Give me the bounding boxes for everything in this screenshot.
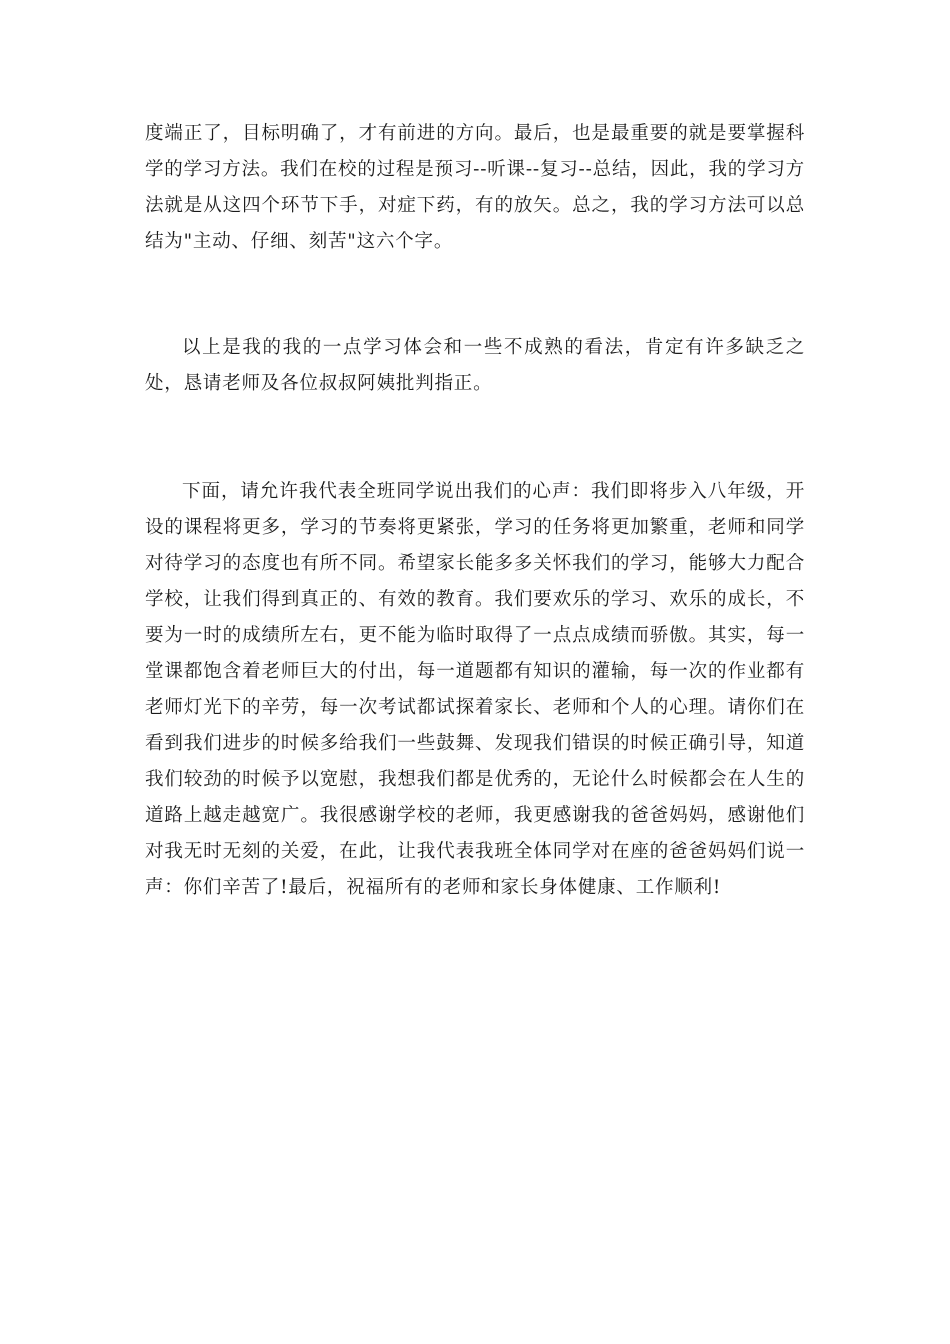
paragraph-spacer xyxy=(145,402,805,474)
paragraph-continued: 度端正了，目标明确了，才有前进的方向。最后，也是最重要的就是要掌握科学的学习方法。我们在校的过程是预习--听课--复习--总结，因此，我的学习方法就是从这四个环节下手，对症下药，有的放矢。总之，我的学习方法可以总结为"主动、仔细、刻苦"这六个字。 xyxy=(145,123,805,252)
paragraph-spacer xyxy=(145,260,805,330)
document-body xyxy=(145,116,805,906)
paragraph-closing-remarks: 以上是我的我的一点学习体会和一些不成熟的看法，肯定有许多缺乏之处，恳请老师及各位叔叔阿姨批判指正。 xyxy=(145,337,805,394)
paragraph-class-message: 下面，请允许我代表全班同学说出我们的心声：我们即将步入八年级，开设的课程将更多，学习的节奏将更紧张，学习的任务将更加繁重，老师和同学对待学习的态度也有所不同。希望家长能多多关怀我们的学习，能够大力配合学校，让我们得到真正的、有效的教育。我们要欢乐的学习、欢乐的成长，不要为一时的成绩所左右，更不能为临时取得了一点点成绩而骄傲。其实，每一堂课都饱含着老师巨大的付出，每一道题都有知识的灌输，每一次的作业都有老师灯光下的辛劳，每一次考试都试探着家长、老师和个人的心理。请你们在看到我们进步的时候多给我们一些鼓舞、发现我们错误的时候正确引导，知道我们较劲的时候予以宽慰，我想我们都是优秀的，无论什么时候都会在人生的道路上越走越宽广。我很感谢学校的老师，我更感谢我的爸爸妈妈，感谢他们对我无时无刻的关爱，在此，让我代表我班全体同学对在座的爸爸妈妈们说一声：你们辛苦了!最后，祝福所有的老师和家长身体健康、工作顺利! xyxy=(145,481,805,898)
